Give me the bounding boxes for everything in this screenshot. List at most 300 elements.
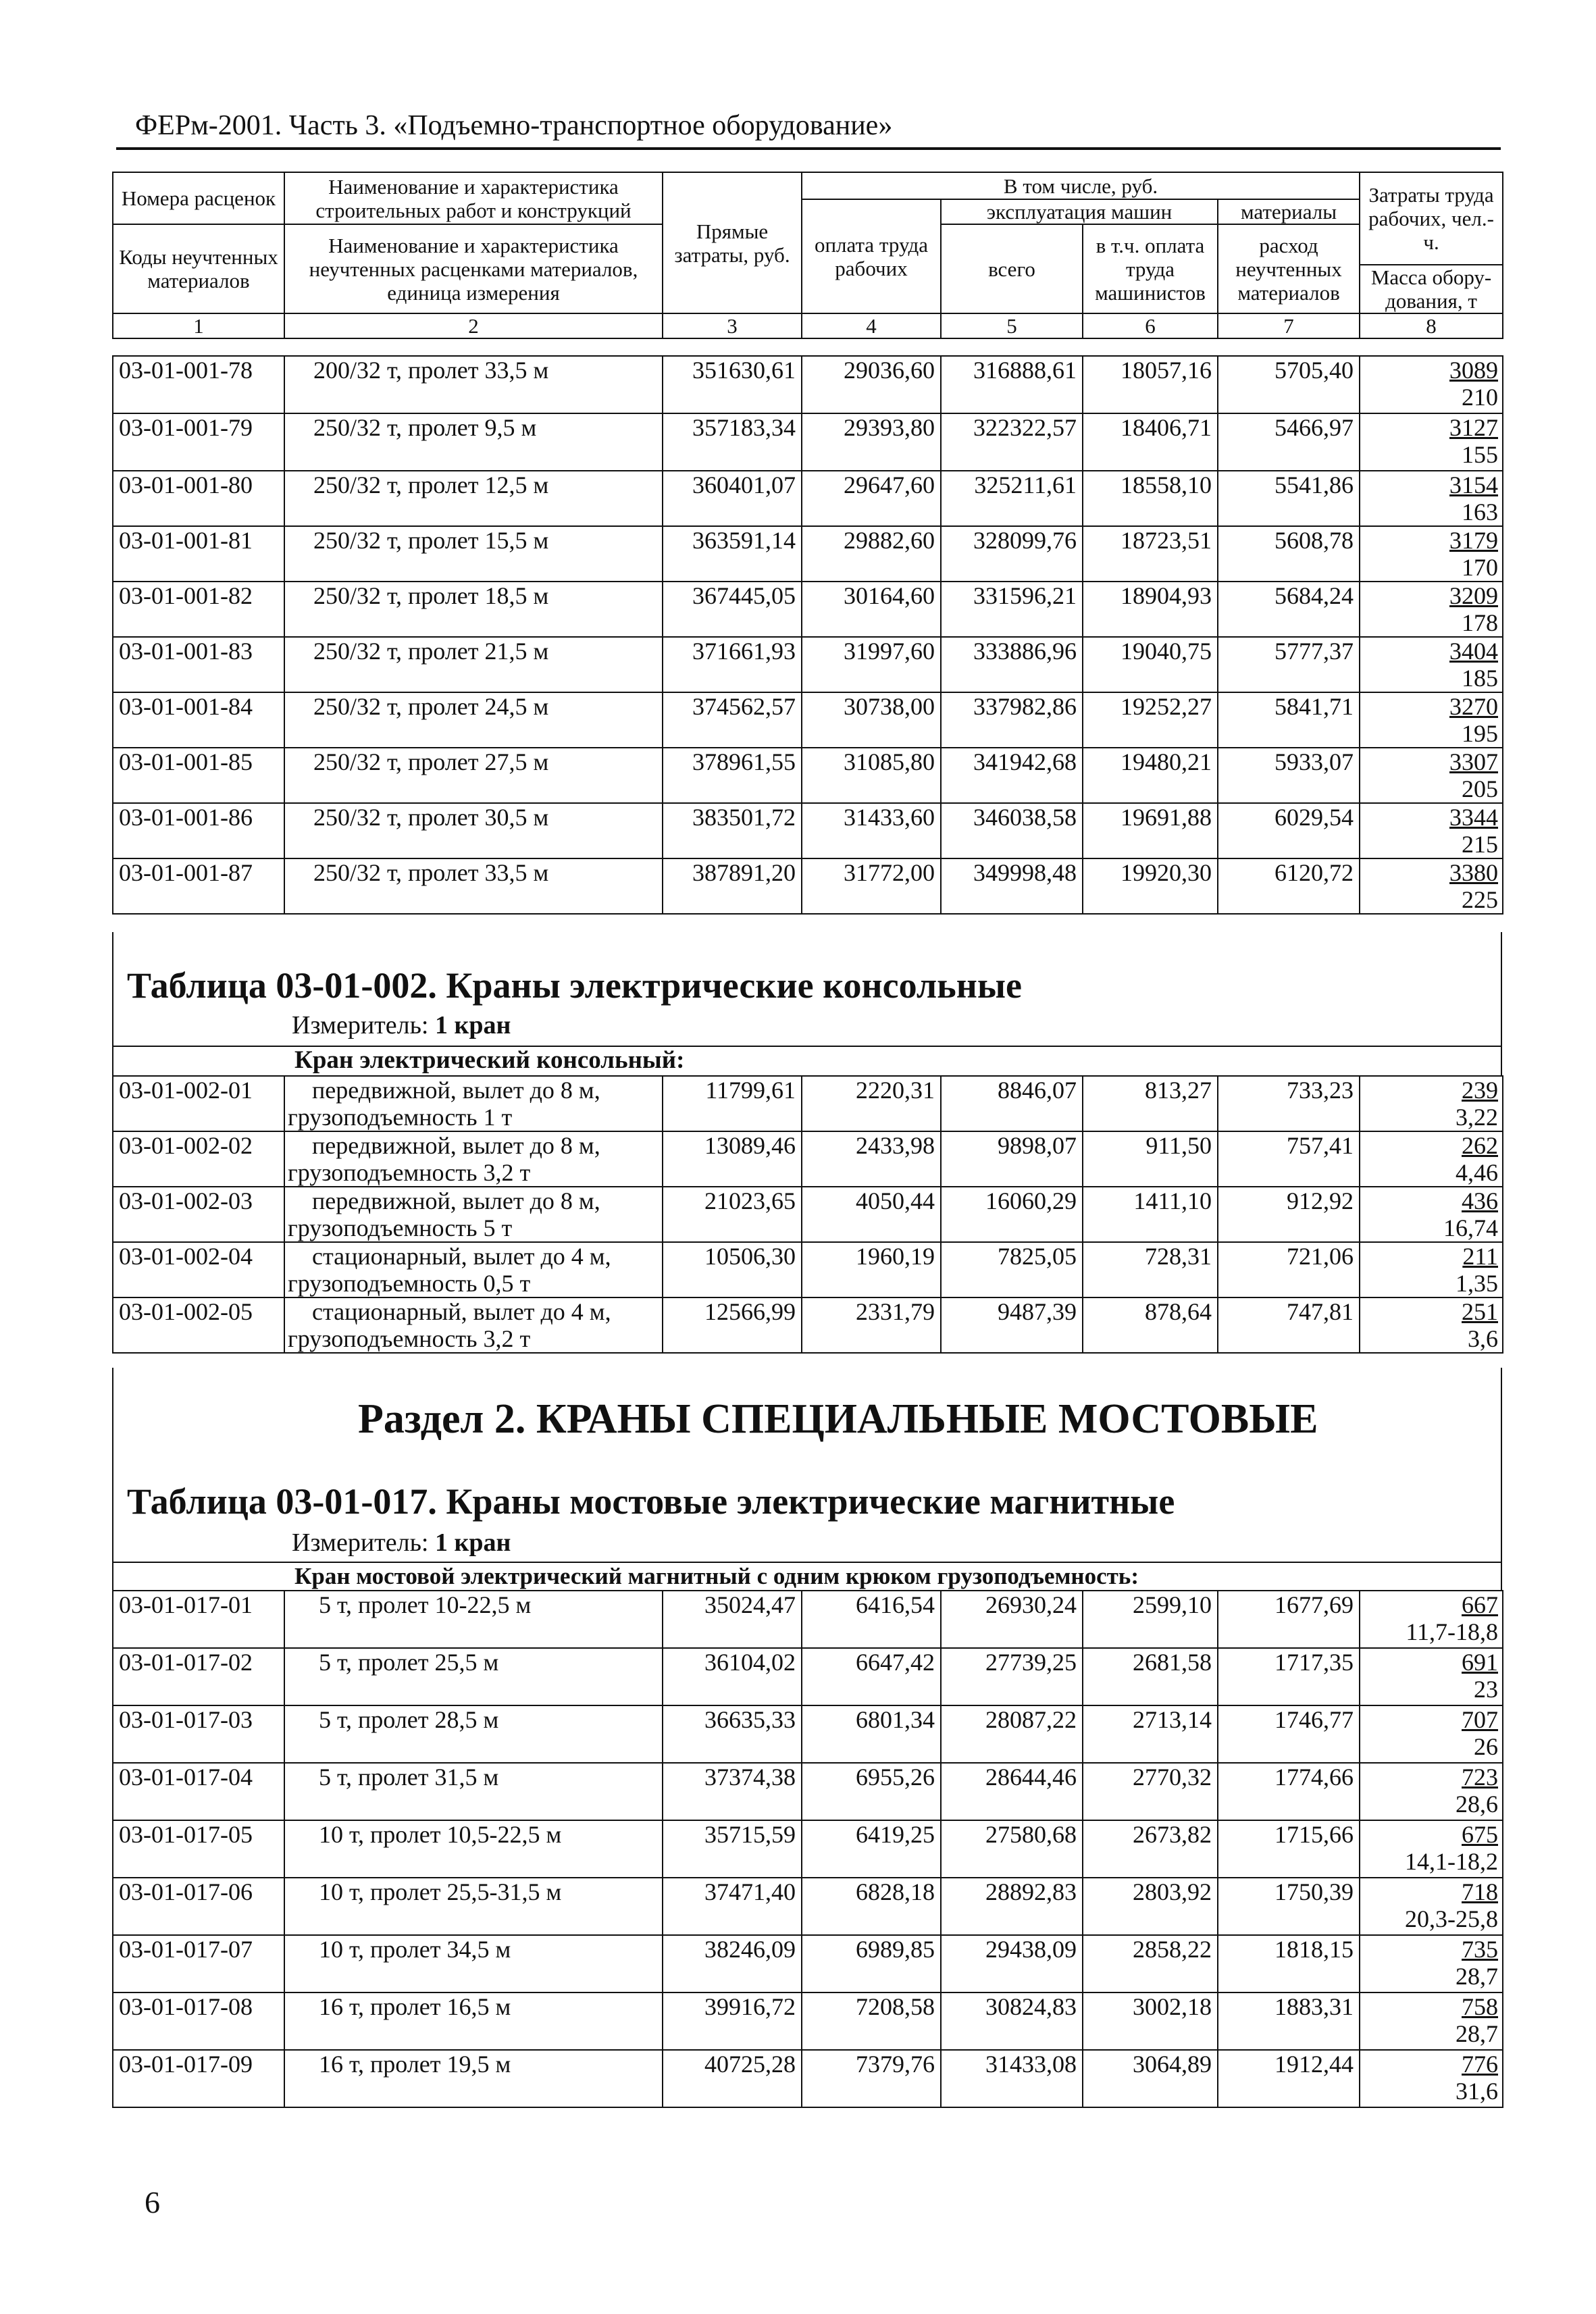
table-row: [113, 1297, 1503, 1353]
work-name: [284, 1187, 663, 1242]
labor-hours: 691: [1462, 1649, 1498, 1676]
materials: 1750,39: [1218, 1878, 1360, 1935]
materials: 1774,66: [1218, 1763, 1360, 1820]
equipment-mass: 16,74: [1443, 1214, 1498, 1241]
work-name: [284, 1297, 663, 1353]
machines-labor-pay: 2803,92: [1083, 1878, 1218, 1935]
table-header: [112, 172, 1503, 339]
equipment-mass: 4,46: [1456, 1159, 1498, 1186]
rate-code: 03-01-001-85: [113, 748, 284, 803]
machines-total: 29438,09: [941, 1935, 1083, 1992]
labor-mass-cell: [1360, 1763, 1503, 1820]
work-name-line1: передвижной, вылет до 8 м,: [312, 1077, 600, 1104]
table-017-rows: [112, 1590, 1503, 2108]
equipment-mass: 185: [1462, 665, 1498, 692]
labor-mass-cell: [1360, 1878, 1503, 1935]
work-name-line2: грузоподъемность 0,5 т: [288, 1270, 531, 1297]
machines-total: 322322,57: [941, 413, 1083, 471]
rate-code: 03-01-002-04: [113, 1242, 284, 1297]
work-name: 5 т, пролет 10-22,5 м: [284, 1591, 663, 1648]
materials: 5684,24: [1218, 582, 1360, 637]
machines-total: 337982,86: [941, 692, 1083, 748]
machines-total: 331596,21: [941, 582, 1083, 637]
work-name-line2: грузоподъемность 3,2 т: [288, 1159, 531, 1186]
work-name: 10 т, пролет 10,5-22,5 м: [284, 1820, 663, 1878]
header-labor-top: Затраты труда рабочих, чел.-ч.: [1360, 172, 1503, 265]
equipment-mass: 195: [1462, 720, 1498, 747]
equipment-mass: 23: [1474, 1676, 1498, 1703]
machines-total: 333886,96: [941, 637, 1083, 692]
labor-mass-cell: [1360, 413, 1503, 471]
table-row: [113, 692, 1503, 748]
table-row: [113, 526, 1503, 582]
direct-cost: 357183,34: [663, 413, 802, 471]
labor-mass-cell: [1360, 1297, 1503, 1353]
machines-total: 27580,68: [941, 1820, 1083, 1878]
machines-labor-pay: 813,27: [1083, 1076, 1218, 1131]
labor-hours: 3380: [1449, 859, 1498, 886]
labor-pay: 31772,00: [802, 858, 941, 914]
direct-cost: 21023,65: [663, 1187, 802, 1242]
labor-mass-cell: [1360, 1992, 1503, 2050]
equipment-mass: 3,6: [1468, 1325, 1498, 1352]
machines-total: 9898,07: [941, 1131, 1083, 1187]
materials: 1818,15: [1218, 1935, 1360, 1992]
machines-labor-pay: 18057,16: [1083, 356, 1218, 413]
direct-cost: 38246,09: [663, 1935, 802, 1992]
direct-cost: 35715,59: [663, 1820, 802, 1878]
section-2-title: Раздел 2. КРАНЫ СПЕЦИАЛЬНЫЕ МОСТОВЫЕ: [358, 1396, 1318, 1442]
direct-cost: 360401,07: [663, 471, 802, 526]
header-labor-pay: оплата труда рабочих: [802, 199, 941, 313]
equipment-mass: 28,7: [1456, 1963, 1498, 1990]
labor-hours: 735: [1462, 1936, 1498, 1963]
labor-hours: 3127: [1449, 414, 1498, 441]
work-name: 250/32 т, пролет 30,5 м: [284, 803, 663, 858]
labor-pay: 29647,60: [802, 471, 941, 526]
labor-mass-cell: [1360, 858, 1503, 914]
table-row: [113, 356, 1503, 413]
header-rule: [116, 147, 1501, 150]
rate-code: 03-01-001-78: [113, 356, 284, 413]
labor-pay: 2433,98: [802, 1131, 941, 1187]
equipment-mass: 3,22: [1456, 1104, 1498, 1131]
equipment-mass: 11,7-18,8: [1406, 1618, 1498, 1645]
machines-labor-pay: 18904,93: [1083, 582, 1218, 637]
work-name: [284, 1242, 663, 1297]
labor-hours: 3154: [1449, 471, 1498, 498]
work-name: 250/32 т, пролет 12,5 м: [284, 471, 663, 526]
labor-hours: 3179: [1449, 527, 1498, 554]
table-row: [113, 1187, 1503, 1242]
labor-pay: 4050,44: [802, 1187, 941, 1242]
labor-mass-cell: [1360, 1131, 1503, 1187]
machines-labor-pay: 2681,58: [1083, 1648, 1218, 1705]
materials: 6029,54: [1218, 803, 1360, 858]
table-row: [113, 803, 1503, 858]
equipment-mass: 155: [1462, 441, 1498, 468]
machines-labor-pay: 18558,10: [1083, 471, 1218, 526]
machines-labor-pay: 2673,82: [1083, 1820, 1218, 1878]
work-name: 250/32 т, пролет 21,5 м: [284, 637, 663, 692]
labor-pay: 6828,18: [802, 1878, 941, 1935]
equipment-mass: 20,3-25,8: [1405, 1905, 1498, 1932]
labor-pay: 6416,54: [802, 1591, 941, 1648]
materials: 5705,40: [1218, 356, 1360, 413]
machines-total: 28892,83: [941, 1878, 1083, 1935]
machines-labor-pay: 19040,75: [1083, 637, 1218, 692]
header-machines: эксплуатация машин: [941, 199, 1218, 224]
labor-hours: 262: [1462, 1132, 1498, 1159]
work-name: 10 т, пролет 25,5-31,5 м: [284, 1878, 663, 1935]
table-002-title: Таблица 03-01-002. Краны электрические консольные: [127, 965, 1022, 1006]
rate-code: 03-01-001-82: [113, 582, 284, 637]
machines-labor-pay: 19252,27: [1083, 692, 1218, 748]
unit-value: 1 кран: [435, 1011, 511, 1039]
unit-label: Измеритель:: [292, 1011, 429, 1039]
table-row: [113, 2050, 1503, 2107]
table-row: [113, 1242, 1503, 1297]
work-name-line1: передвижной, вылет до 8 м,: [312, 1187, 600, 1214]
machines-labor-pay: 911,50: [1083, 1131, 1218, 1187]
materials: 1883,31: [1218, 1992, 1360, 2050]
labor-hours: 667: [1462, 1591, 1498, 1618]
rate-code: 03-01-002-05: [113, 1297, 284, 1353]
equipment-mass: 170: [1462, 554, 1498, 581]
materials: 5541,86: [1218, 471, 1360, 526]
machines-total: 30824,83: [941, 1992, 1083, 2050]
header-num: 4: [802, 313, 941, 338]
labor-pay: 30164,60: [802, 582, 941, 637]
work-name-line1: стационарный, вылет до 4 м,: [312, 1298, 611, 1325]
rate-code: 03-01-001-86: [113, 803, 284, 858]
labor-mass-cell: [1360, 637, 1503, 692]
machines-labor-pay: 18406,71: [1083, 413, 1218, 471]
header-num: 1: [113, 313, 284, 338]
work-name: [284, 1076, 663, 1131]
labor-hours: 758: [1462, 1993, 1498, 2020]
machines-labor-pay: 3064,89: [1083, 2050, 1218, 2107]
labor-mass-cell: [1360, 748, 1503, 803]
machines-labor-pay: 2713,14: [1083, 1705, 1218, 1763]
direct-cost: 36635,33: [663, 1705, 802, 1763]
direct-cost: 351630,61: [663, 356, 802, 413]
materials: 733,23: [1218, 1076, 1360, 1131]
direct-cost: 363591,14: [663, 526, 802, 582]
materials: 5841,71: [1218, 692, 1360, 748]
machines-total: 8846,07: [941, 1076, 1083, 1131]
table-row: [113, 748, 1503, 803]
labor-mass-cell: [1360, 471, 1503, 526]
materials: 1746,77: [1218, 1705, 1360, 1763]
machines-total: 349998,48: [941, 858, 1083, 914]
machines-total: 316888,61: [941, 356, 1083, 413]
header-machines-total: всего: [941, 224, 1083, 313]
labor-mass-cell: [1360, 1242, 1503, 1297]
rate-code: 03-01-001-83: [113, 637, 284, 692]
rate-code: 03-01-001-81: [113, 526, 284, 582]
rate-code: 03-01-017-08: [113, 1992, 284, 2050]
direct-cost: 37471,40: [663, 1878, 802, 1935]
labor-mass-cell: [1360, 356, 1503, 413]
table-row: [113, 1992, 1503, 2050]
table-row: [113, 1648, 1503, 1705]
machines-labor-pay: 878,64: [1083, 1297, 1218, 1353]
labor-pay: 2220,31: [802, 1076, 941, 1131]
header-incl: В том числе, руб.: [802, 172, 1360, 199]
rate-code: 03-01-001-84: [113, 692, 284, 748]
rate-code: 03-01-017-05: [113, 1820, 284, 1878]
labor-mass-cell: [1360, 692, 1503, 748]
labor-mass-cell: [1360, 1648, 1503, 1705]
work-name: 250/32 т, пролет 33,5 м: [284, 858, 663, 914]
materials: 721,06: [1218, 1242, 1360, 1297]
machines-total: 325211,61: [941, 471, 1083, 526]
machines-labor-pay: 18723,51: [1083, 526, 1218, 582]
labor-mass-cell: [1360, 1705, 1503, 1763]
machines-labor-pay: 2858,22: [1083, 1935, 1218, 1992]
table-row: [113, 471, 1503, 526]
labor-pay: 29393,80: [802, 413, 941, 471]
machines-labor-pay: 3002,18: [1083, 1992, 1218, 2050]
labor-pay: 6955,26: [802, 1763, 941, 1820]
direct-cost: 387891,20: [663, 858, 802, 914]
direct-cost: 40725,28: [663, 2050, 802, 2107]
work-name: 250/32 т, пролет 24,5 м: [284, 692, 663, 748]
labor-hours: 3404: [1449, 638, 1498, 665]
machines-labor-pay: 19691,88: [1083, 803, 1218, 858]
rate-code: 03-01-017-02: [113, 1648, 284, 1705]
header-col1-top: Номера расценок: [113, 172, 284, 224]
work-name: 5 т, пролет 28,5 м: [284, 1705, 663, 1763]
equipment-mass: 210: [1462, 384, 1498, 411]
rate-code: 03-01-001-79: [113, 413, 284, 471]
table-row: [113, 637, 1503, 692]
header-num: 6: [1083, 313, 1218, 338]
work-name: 5 т, пролет 31,5 м: [284, 1763, 663, 1820]
machines-total: 16060,29: [941, 1187, 1083, 1242]
labor-mass-cell: [1360, 2050, 1503, 2107]
work-name: 250/32 т, пролет 18,5 м: [284, 582, 663, 637]
labor-pay: 7208,58: [802, 1992, 941, 2050]
labor-pay: 6647,42: [802, 1648, 941, 1705]
work-name-line1: передвижной, вылет до 8 м,: [312, 1132, 600, 1159]
direct-cost: 374562,57: [663, 692, 802, 748]
labor-hours: 3089: [1449, 357, 1498, 384]
work-name: 10 т, пролет 34,5 м: [284, 1935, 663, 1992]
machines-labor-pay: 19920,30: [1083, 858, 1218, 914]
equipment-mass: 205: [1462, 775, 1498, 802]
header-num: 5: [941, 313, 1083, 338]
machines-total: 7825,05: [941, 1242, 1083, 1297]
header-num: 8: [1360, 313, 1503, 338]
unit-value: 1 кран: [435, 1528, 511, 1557]
labor-pay: 31085,80: [802, 748, 941, 803]
direct-cost: 10506,30: [663, 1242, 802, 1297]
labor-hours: 251: [1462, 1298, 1498, 1325]
header-direct-costs: Прямые затраты, руб.: [663, 172, 802, 313]
header-labor-bottom: Масса обору-дования, т: [1360, 265, 1503, 313]
running-head: ФЕРм-2001. Часть 3. «Подъемно-транспортное оборудование»: [135, 110, 893, 141]
labor-hours: 211: [1462, 1243, 1498, 1270]
table-row: [113, 413, 1503, 471]
equipment-mass: 225: [1462, 886, 1498, 913]
materials: 912,92: [1218, 1187, 1360, 1242]
labor-hours: 3307: [1449, 748, 1498, 775]
labor-pay: 6989,85: [802, 1935, 941, 1992]
labor-mass-cell: [1360, 803, 1503, 858]
labor-pay: 29036,60: [802, 356, 941, 413]
direct-cost: 37374,38: [663, 1763, 802, 1820]
work-name: 200/32 т, пролет 33,5 м: [284, 356, 663, 413]
table-017-group: Кран мостовой электрический магнитный с одним крюком грузоподъемность:: [112, 1562, 1502, 1591]
equipment-mass: 28,6: [1456, 1791, 1498, 1818]
machines-labor-pay: 728,31: [1083, 1242, 1218, 1297]
equipment-mass: 28,7: [1456, 2020, 1498, 2047]
header-col2-top: Наименование и характеристика строительных работ и конструкций: [284, 172, 663, 224]
labor-pay: 31997,60: [802, 637, 941, 692]
work-name-line2: грузоподъемность 5 т: [288, 1214, 513, 1241]
header-machines-labor: в т.ч. оплата труда машинистов: [1083, 224, 1218, 313]
labor-mass-cell: [1360, 1935, 1503, 1992]
rate-code: 03-01-001-80: [113, 471, 284, 526]
rate-code: 03-01-017-04: [113, 1763, 284, 1820]
machines-total: 31433,08: [941, 2050, 1083, 2107]
work-name: 16 т, пролет 19,5 м: [284, 2050, 663, 2107]
labor-pay: 6419,25: [802, 1820, 941, 1878]
header-materials: материалы: [1218, 199, 1360, 224]
table-row: [113, 1878, 1503, 1935]
machines-labor-pay: 2599,10: [1083, 1591, 1218, 1648]
equipment-mass: 163: [1462, 498, 1498, 525]
table-row: [113, 1705, 1503, 1763]
equipment-mass: 31,6: [1456, 2078, 1498, 2105]
table-002-group: Кран электрический консольный:: [112, 1046, 1502, 1077]
work-name: 250/32 т, пролет 9,5 м: [284, 413, 663, 471]
work-name: 250/32 т, пролет 15,5 м: [284, 526, 663, 582]
labor-mass-cell: [1360, 582, 1503, 637]
equipment-mass: 1,35: [1456, 1270, 1498, 1297]
table-017-title: Таблица 03-01-017. Краны мостовые электрические магнитные: [127, 1481, 1175, 1522]
rate-code: 03-01-017-07: [113, 1935, 284, 1992]
labor-pay: 7379,76: [802, 2050, 941, 2107]
equipment-mass: 14,1-18,2: [1405, 1848, 1498, 1875]
rate-code: 03-01-017-01: [113, 1591, 284, 1648]
labor-hours: 3344: [1449, 804, 1498, 831]
header-num: 2: [284, 313, 663, 338]
table-002-rows: [112, 1075, 1503, 1354]
materials: 757,41: [1218, 1131, 1360, 1187]
direct-cost: 367445,05: [663, 582, 802, 637]
equipment-mass: 215: [1462, 831, 1498, 858]
work-name-line2: грузоподъемность 3,2 т: [288, 1325, 531, 1352]
direct-cost: 12566,99: [663, 1297, 802, 1353]
header-col1-bottom: Коды неучтенных материалов: [113, 224, 284, 313]
work-name: 5 т, пролет 25,5 м: [284, 1648, 663, 1705]
header-num: 3: [663, 313, 802, 338]
materials: 5466,97: [1218, 413, 1360, 471]
machines-labor-pay: 19480,21: [1083, 748, 1218, 803]
rate-code: 03-01-017-09: [113, 2050, 284, 2107]
labor-hours: 3270: [1449, 693, 1498, 720]
table-row: [113, 1131, 1503, 1187]
labor-pay: 1960,19: [802, 1242, 941, 1297]
unit-label: Измеритель:: [292, 1528, 429, 1557]
header-num: 7: [1218, 313, 1360, 338]
materials: 5933,07: [1218, 748, 1360, 803]
table-row: [113, 1076, 1503, 1131]
machines-total: 346038,58: [941, 803, 1083, 858]
direct-cost: 13089,46: [663, 1131, 802, 1187]
labor-pay: 30738,00: [802, 692, 941, 748]
direct-cost: 11799,61: [663, 1076, 802, 1131]
header-materials-sub: расход неучтенных материалов: [1218, 224, 1360, 313]
machines-total: 26930,24: [941, 1591, 1083, 1648]
direct-cost: 371661,93: [663, 637, 802, 692]
labor-mass-cell: [1360, 1187, 1503, 1242]
machines-labor-pay: 2770,32: [1083, 1763, 1218, 1820]
labor-pay: 6801,34: [802, 1705, 941, 1763]
materials: 747,81: [1218, 1297, 1360, 1353]
table-001-rows: [112, 355, 1503, 915]
table-017-unit: [292, 1528, 511, 1558]
labor-hours: 776: [1462, 2051, 1498, 2078]
page-number: 6: [145, 2185, 160, 2219]
materials: 1677,69: [1218, 1591, 1360, 1648]
rate-code: 03-01-017-03: [113, 1705, 284, 1763]
labor-hours: 239: [1462, 1077, 1498, 1104]
equipment-mass: 26: [1474, 1733, 1498, 1760]
materials: 1912,44: [1218, 2050, 1360, 2107]
table-row: [113, 1591, 1503, 1648]
materials: 1715,66: [1218, 1820, 1360, 1878]
labor-pay: 2331,79: [802, 1297, 941, 1353]
rate-code: 03-01-002-03: [113, 1187, 284, 1242]
labor-hours: 675: [1462, 1821, 1498, 1848]
machines-total: 9487,39: [941, 1297, 1083, 1353]
labor-pay: 31433,60: [802, 803, 941, 858]
rate-code: 03-01-002-02: [113, 1131, 284, 1187]
direct-cost: 39916,72: [663, 1992, 802, 2050]
table-row: [113, 1763, 1503, 1820]
labor-hours: 707: [1462, 1706, 1498, 1733]
materials: 5777,37: [1218, 637, 1360, 692]
labor-hours: 3209: [1449, 582, 1498, 609]
labor-pay: 29882,60: [802, 526, 941, 582]
equipment-mass: 178: [1462, 609, 1498, 636]
work-name: [284, 1131, 663, 1187]
labor-mass-cell: [1360, 1591, 1503, 1648]
machines-total: 27739,25: [941, 1648, 1083, 1705]
machines-labor-pay: 1411,10: [1083, 1187, 1218, 1242]
work-name: 250/32 т, пролет 27,5 м: [284, 748, 663, 803]
work-name: 16 т, пролет 16,5 м: [284, 1992, 663, 2050]
labor-mass-cell: [1360, 1820, 1503, 1878]
machines-total: 328099,76: [941, 526, 1083, 582]
labor-hours: 723: [1462, 1764, 1498, 1791]
direct-cost: 36104,02: [663, 1648, 802, 1705]
materials: 6120,72: [1218, 858, 1360, 914]
labor-hours: 718: [1462, 1878, 1498, 1905]
machines-total: 341942,68: [941, 748, 1083, 803]
table-row: [113, 1935, 1503, 1992]
table-row: [113, 858, 1503, 914]
rate-code: 03-01-017-06: [113, 1878, 284, 1935]
direct-cost: 378961,55: [663, 748, 802, 803]
direct-cost: 35024,47: [663, 1591, 802, 1648]
labor-mass-cell: [1360, 526, 1503, 582]
labor-mass-cell: [1360, 1076, 1503, 1131]
